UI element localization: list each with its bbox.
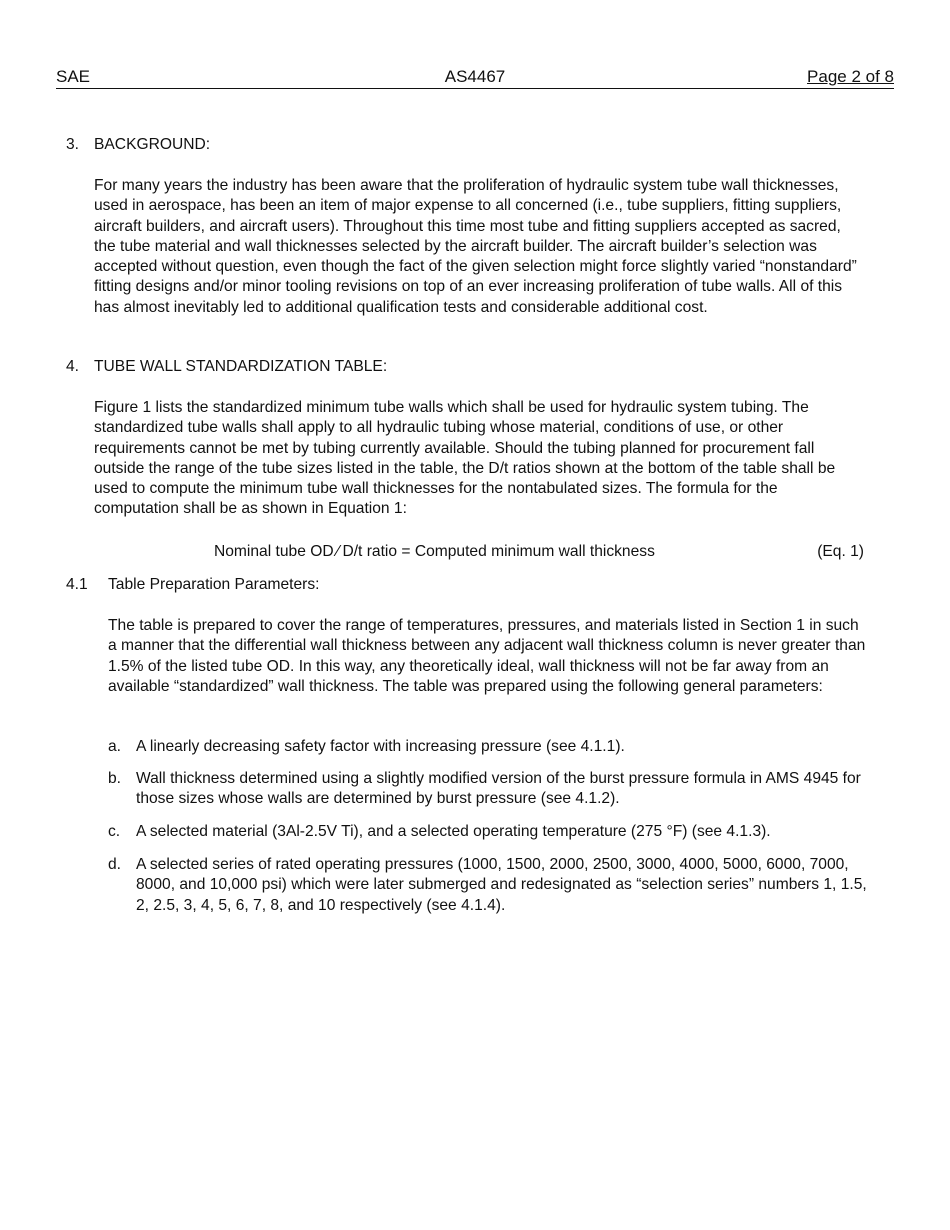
list-item-text: A selected series of rated operating pressures (1000, 1500, 2000, 2500, 3000, 4000, 5000, 6000, 7000, 8000, and 10,000 psi) which were later submerged and redesignated as “selection series” numbers 1, 1.5, 2, 2.5, 3, 4, 5, 6, 7, 8, and 10 respectively (see 4.1.4). — [136, 856, 867, 914]
equation-label: (Eq. 1) — [817, 543, 864, 560]
list-item-text: A selected material (3Al-2.5V Ti), and a selected operating temperature (275 °F) (see 4.1.3). — [136, 823, 771, 840]
list-item-letter: b. — [108, 770, 122, 787]
section-4-1-heading — [66, 575, 320, 595]
equation-expression: Nominal tube OD ⁄ D/t ratio = Computed minimum wall thickness — [214, 543, 655, 560]
list-item-letter: d. — [108, 856, 122, 873]
section-3-paragraph: For many years the industry has been aware that the proliferation of hydraulic system tube wall thicknesses, used in aerospace, has been an item of major expense to all concerned (i.e., tube suppliers, fitting suppliers, aircraft builders, and aircraft users). Throughout this time most tube and fitting suppliers accepted as sacred, the tube material and wall thicknesses selected by the aircraft builder. The aircraft builder’s selection was accepted without question, even though the fact of the given selection might force slightly varied “nonstandard” fitting designs and/or minor tooling revisions on top of an ever increasing proliferation of tube walls. All of this has almost inevitably led to additional qualification tests and considerable additional cost. — [94, 177, 857, 316]
section-3-title: BACKGROUND: — [94, 136, 211, 153]
list-item-text: Wall thickness determined using a slightly modified version of the burst pressure formula in AMS 4945 for those sizes whose walls are determined by burst pressure (see 4.1.2). — [136, 770, 861, 808]
header-page-number: Page 2 of 8 — [807, 67, 894, 86]
page-header — [56, 66, 894, 89]
section-4-1-title: Table Preparation Parameters: — [108, 576, 320, 593]
section-4-heading — [66, 357, 387, 377]
section-3-number: 3. — [66, 136, 80, 153]
section-4-1-paragraph: The table is prepared to cover the range of temperatures, pressures, and materials listed in Section 1 in such a manner that the differential wall thickness between any adjacent wall thickness column is never greater than 1.5% of the listed tube OD. In this way, any theoretically ideal, wall thickness will not be far away from an available “standardized” wall thickness. The table was prepared using the following general parameters: — [108, 617, 866, 695]
list-item-letter: a. — [108, 738, 122, 755]
section-4-number: 4. — [66, 358, 80, 375]
header-org: SAE — [56, 67, 91, 86]
section-4-title: TUBE WALL STANDARDIZATION TABLE: — [94, 358, 388, 375]
list-item-text: A linearly decreasing safety factor with increasing pressure (see 4.1.1). — [136, 738, 625, 755]
section-4-paragraph: Figure 1 lists the standardized minimum tube walls which shall be used for hydraulic system tubing. The standardized tube walls shall apply to all hydraulic tubing whose material, conditions of use, or other requirements cannot be met by tubing currently available. Should the tubing planned for procurement fall outside the range of the tube sizes listed in the table, the D/t ratios shown at the bottom of the table shall be used to compute the minimum tube wall thicknesses for the nontabulated sizes. The formula for the computation shall be as shown in Equation 1: — [94, 399, 836, 518]
header-doc-number: AS4467 — [444, 67, 506, 86]
section-4-1-number: 4.1 — [66, 576, 88, 593]
list-item-letter: c. — [108, 823, 121, 840]
section-3-heading — [66, 135, 210, 155]
